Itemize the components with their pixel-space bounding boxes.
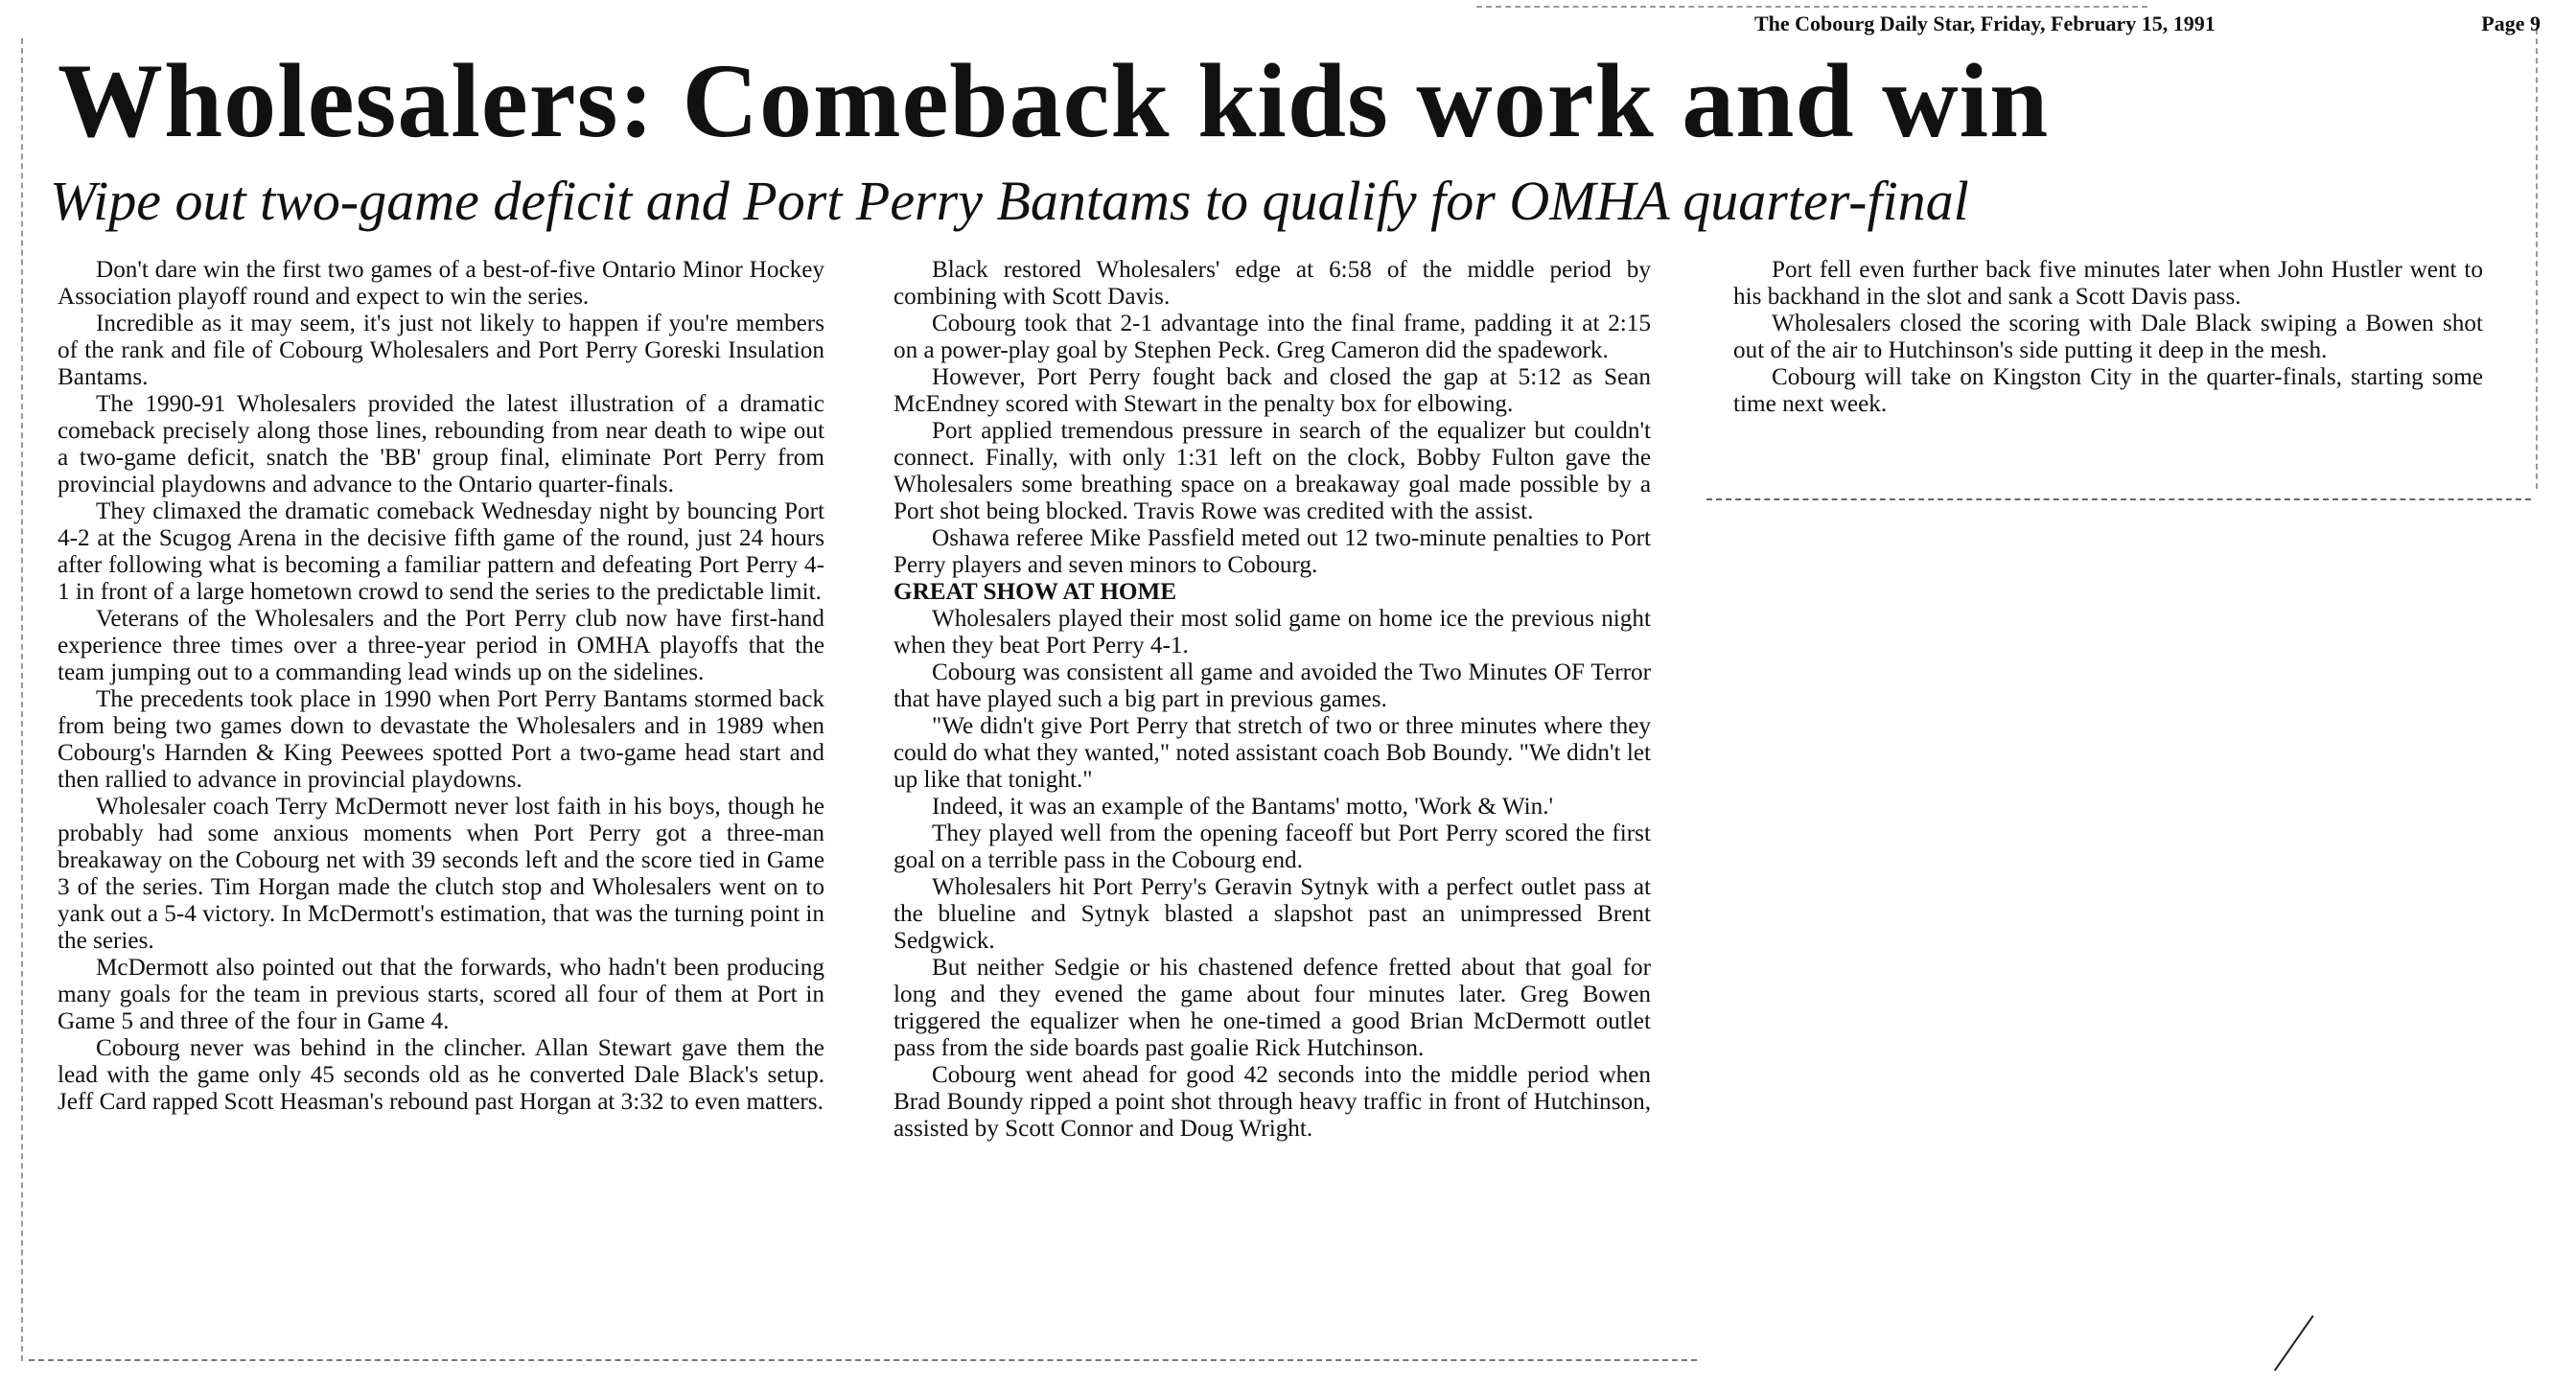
paragraph: Wholesalers hit Port Perry's Geravin Sytnyk with a perfect outlet pass at the blueline and Sytnyk blasted a slapshot past an unimpressed Brent Sedgwick.	[893, 874, 1651, 954]
paragraph: They climaxed the dramatic comeback Wednesday night by bouncing Port 4-2 at the Scugog Arena in the decisive fifth game of the round, just 24 hours after following what is becoming a familiar pattern and defeating Port Perry 4-1 in front of a large hometown crowd to send the series to the predictable limit.	[58, 498, 824, 605]
paragraph: They played well from the opening faceoff but Port Perry scored the first goal on a terrible pass in the Cobourg end.	[893, 821, 1651, 873]
paragraph: Cobourg took that 2-1 advantage into the final frame, padding it at 2:15 on a power-play goal by Stephen Peck. Greg Cameron did the spadework.	[893, 311, 1651, 363]
paragraph: Indeed, it was an example of the Bantams' motto, 'Work & Win.'	[932, 794, 1554, 820]
paragraph: Wholesaler coach Terry McDermott never lost faith in his boys, though he probably had some anxious moments when Port Perry got a three-man breakaway on the Cobourg net with 39 seconds left and the score tied in Game 3 of the series. Tim Horgan made the clutch stop and Wholesalers went on to yank out a 5-4 victory. In McDermott's estimation, that was the turning point in the series.	[58, 794, 824, 954]
paragraph: Port fell even further back five minutes later when John Hustler went to his backhand in the slot and sank a Scott Davis pass.	[1733, 257, 2483, 310]
paragraph: Don't dare win the first two games of a best-of-five Ontario Minor Hockey Association playoff round and expect to win the series.	[58, 257, 824, 310]
article-column-1	[58, 257, 824, 1116]
paragraph: Oshawa referee Mike Passfield meted out 12 two-minute penalties to Port Perry players and seven minors to Cobourg.	[893, 525, 1651, 578]
paragraph: McDermott also pointed out that the forwards, who hadn't been producing many goals for the team in previous starts, scored all four of them at Port in Game 5 and three of the four in Game 4.	[58, 955, 824, 1034]
paragraph: But neither Sedgie or his chastened defence fretted about that goal for long and they evened the game about four minutes later. Greg Bowen triggered the equalizer when he one-timed a good Brian McDermott outlet pass from the side boards past goalie Rick Hutchinson.	[893, 955, 1651, 1061]
paragraph: However, Port Perry fought back and closed the gap at 5:12 as Sean McEndney scored with Stewart in the penalty box for elbowing.	[893, 364, 1651, 417]
masthead	[1754, 12, 2541, 36]
paragraph: The precedents took place in 1990 when Port Perry Bantams stormed back from being two games down to devastate the Wholesalers and in 1989 when Cobourg's Harnden & King Peewees spotted Port a two-game head start and then rallied to advance in provincial playdowns.	[58, 686, 824, 793]
paragraph: Cobourg will take on Kingston City in the quarter-finals, starting some time next week.	[1733, 364, 2483, 417]
page-number: Page 9	[2481, 12, 2541, 35]
paragraph: The 1990-91 Wholesalers provided the latest illustration of a dramatic comeback precisely along those lines, rebounding from near death to wipe out a two-game deficit, snatch the 'BB' group final, eliminate Port Perry from provincial playdowns and advance to the Ontario quarter-finals.	[58, 391, 824, 497]
paragraph: Wholesalers closed the scoring with Dale Black swiping a Bowen shot out of the air to Hutchinson's side putting it deep in the mesh.	[1733, 311, 2483, 363]
paragraph: Wholesalers played their most solid game on home ice the previous night when they beat Port Perry 4-1.	[893, 606, 1651, 659]
paragraph: Black restored Wholesalers' edge at 6:58 of the middle period by combining with Scott Davis.	[893, 257, 1651, 310]
paragraph: Cobourg never was behind in the clincher. Allan Stewart gave them the lead with the game only 45 seconds old as he converted Dale Black's setup. Jeff Card rapped Scott Heasman's rebound past Horgan at 3:32 to even matters.	[58, 1035, 824, 1115]
right-edge-rule	[2536, 19, 2538, 489]
paragraph: Veterans of the Wholesalers and the Port Perry club now have first-hand experience three times over a three-year period in OMHA playoffs that the team jumping out to a commanding lead winds up on the sidelines.	[58, 606, 824, 685]
article-column-3	[1733, 257, 2483, 418]
subhead: Wipe out two-game deficit and Port Perry Bantams to qualify for OMHA quarter-final	[50, 170, 1969, 232]
pen-mark	[2274, 1315, 2314, 1371]
article-end-rule	[1706, 498, 2531, 500]
headline: Wholesalers: Comeback kids work and win	[58, 42, 2050, 159]
paper-date: The Cobourg Daily Star, Friday, February 15, 1991	[1754, 12, 2216, 35]
paragraph: Port applied tremendous pressure in search of the equalizer but couldn't connect. Finally, with only 1:31 left on the clock, Bobby Fulton gave the Wholesalers some breathing space on a breakaway goal made possible by a Port shot being blocked. Travis Rowe was credited with the assist.	[893, 418, 1651, 524]
article-column-2	[893, 257, 1651, 1143]
paragraph: Cobourg was consistent all game and avoided the Two Minutes OF Terror that have played such a big part in previous games.	[893, 659, 1651, 712]
top-edge-rule	[1476, 6, 2147, 8]
paragraph: Incredible as it may seem, it's just not likely to happen if you're members of the rank and file of Cobourg Wholesalers and Port Perry Goreski Insulation Bantams.	[58, 311, 824, 390]
paragraph: "We didn't give Port Perry that stretch of two or three minutes where they could do what they wanted," noted assistant coach Bob Boundy. "We didn't let up like that tonight."	[893, 713, 1651, 793]
section-subheading: GREAT SHOW AT HOME	[893, 579, 1177, 605]
bottom-edge-rule	[29, 1359, 1697, 1361]
left-edge-rule	[21, 38, 23, 1361]
paragraph: Cobourg went ahead for good 42 seconds into the middle period when Brad Boundy ripped a point shot through heavy traffic in front of Hutchinson, assisted by Scott Connor and Doug Wright.	[893, 1062, 1651, 1142]
